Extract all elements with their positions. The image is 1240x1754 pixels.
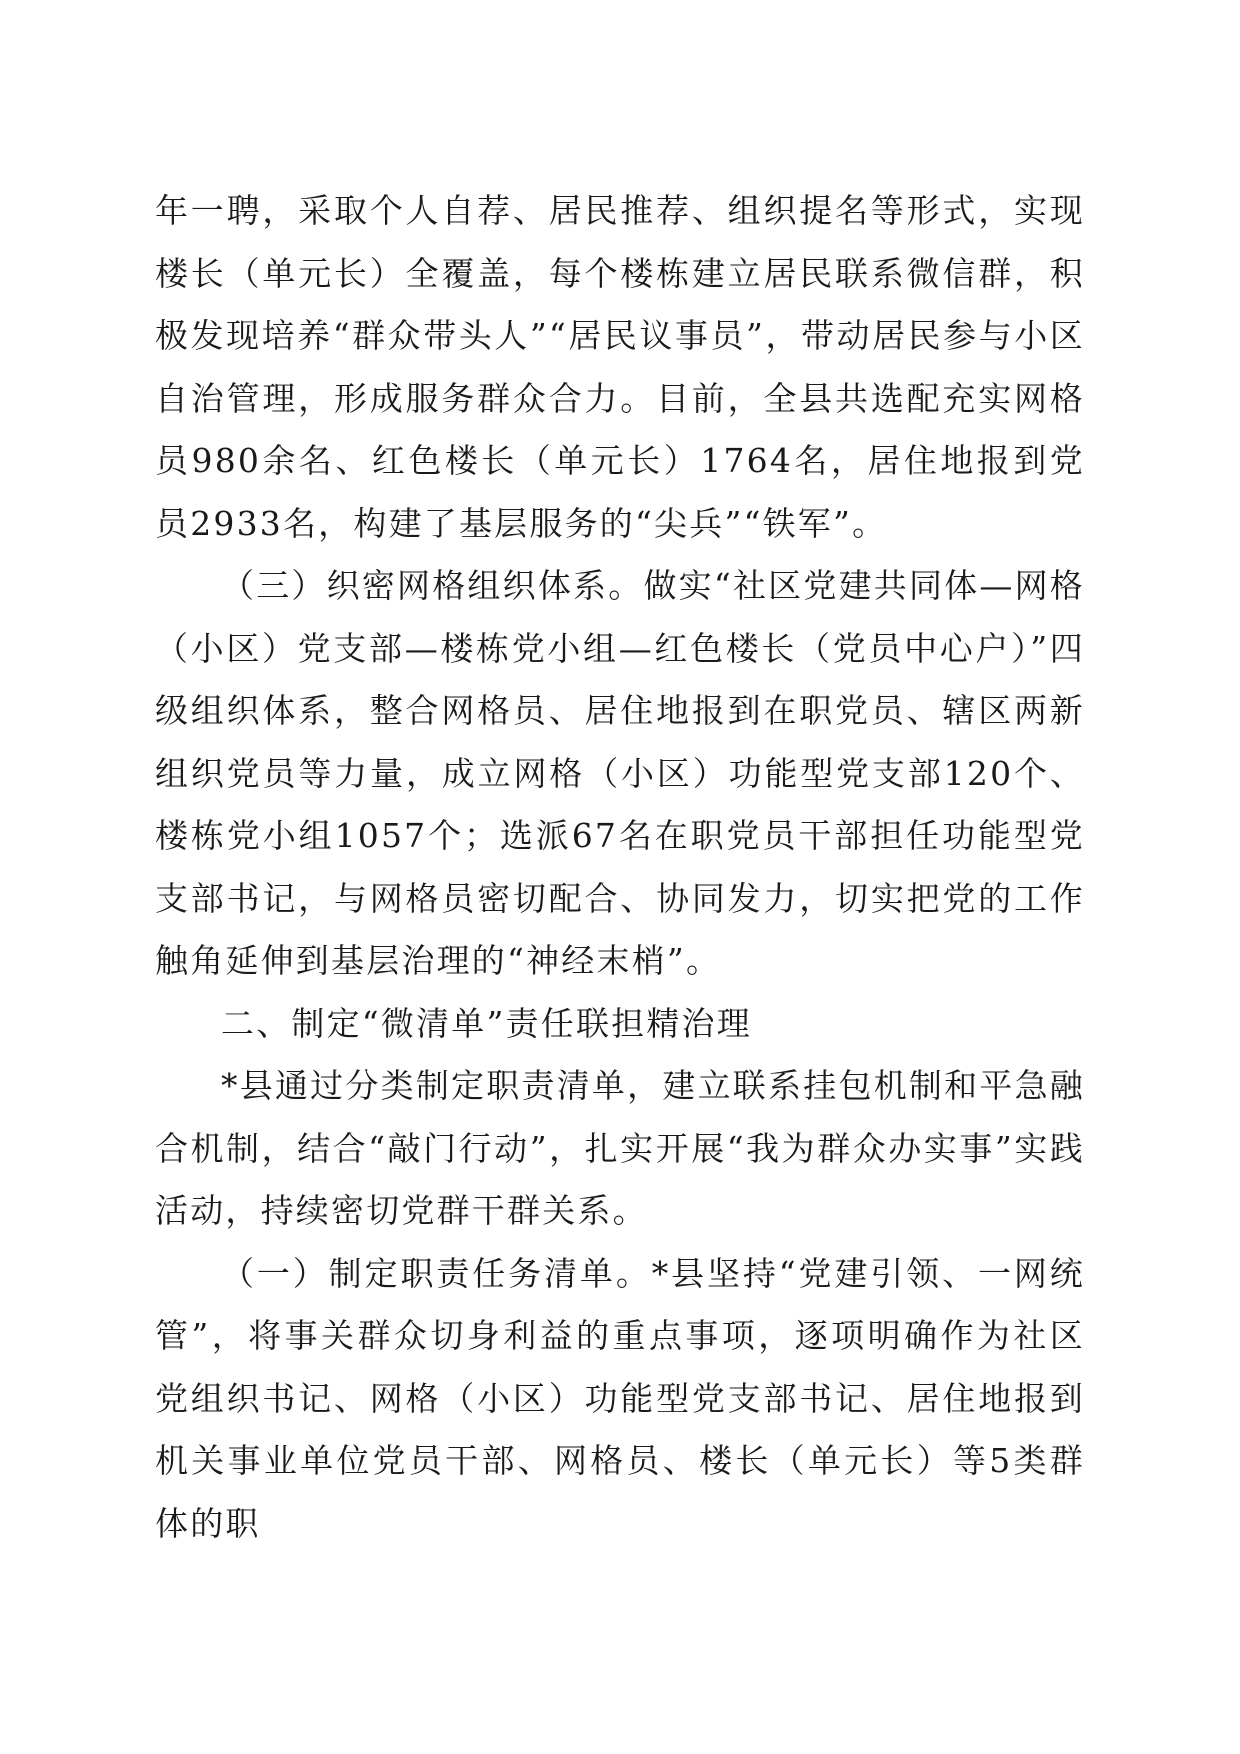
paragraph-4: （一）制定职责任务清单。*县坚持“党建引领、一网统管”，将事关群众切身利益的重点事项，逐项明确作为社区党组织书记、网格（小区）功能型党支部书记、居住地报到机关事业单位党员干部、网格员、楼长（单元长）等5类群体的职 — [155, 1253, 1085, 1543]
document-body — [155, 180, 1085, 1555]
section-heading: 二、制定“微清单”责任联担精治理 — [221, 1003, 752, 1043]
paragraph-1: 年一聘，采取个人自荐、居民推荐、组织提名等形式，实现楼长（单元长）全覆盖，每个楼栋建立居民联系微信群，积极发现培养“群众带头人”“居民议事员”，带动居民参与小区自治管理，形成服务群众合力。目前，全县共选配充实网格员980余名、红色楼长（单元长）1764名，居住地报到党员2933名，构建了基层服务的“尖兵”“铁军”。 — [155, 191, 1085, 543]
paragraph-2: （三）织密网格组织体系。做实“社区党建共同体—网格（小区）党支部—楼栋党小组—红色楼长（党员中心户）”四级组织体系，整合网格员、居住地报到在职党员、辖区两新组织党员等力量，成立网格（小区）功能型党支部120个、楼栋党小组1057个；选派67名在职党员干部担任功能型党支部书记，与网格员密切配合、协同发力，切实把党的工作触角延伸到基层治理的“神经末梢”。 — [155, 566, 1085, 980]
paragraph-3: *县通过分类制定职责清单，建立联系挂包机制和平急融合机制，结合“敲门行动”，扎实开展“我为群众办实事”实践活动，持续密切党群干群关系。 — [155, 1066, 1085, 1230]
